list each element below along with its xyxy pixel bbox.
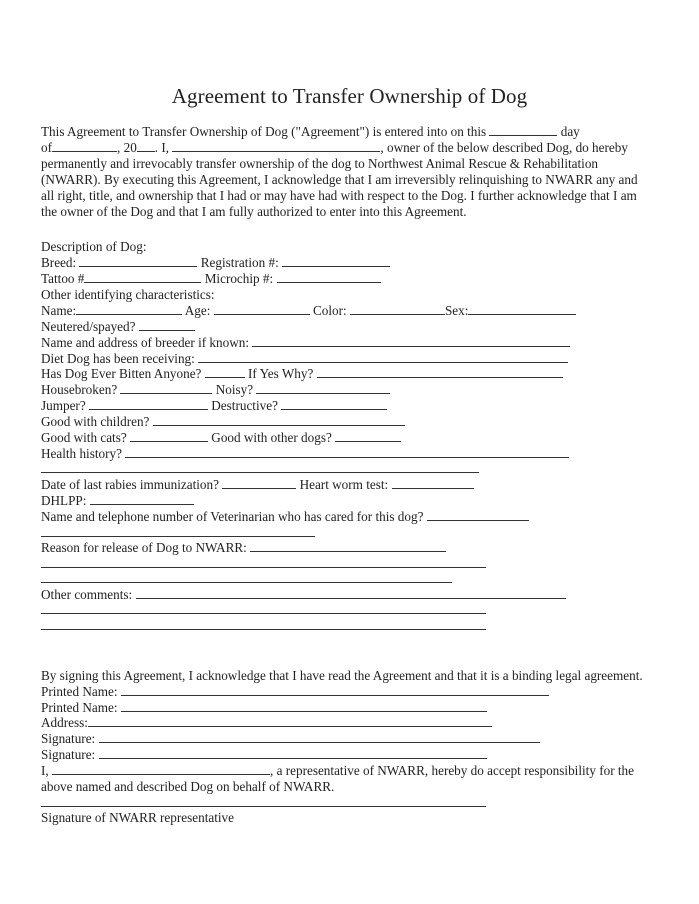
tattoo-label: Tattoo #: [41, 271, 85, 286]
health-label: Health history?: [41, 446, 122, 461]
address-label: Address:: [41, 715, 88, 730]
destructive-field[interactable]: [281, 398, 387, 410]
signature-2-field[interactable]: [99, 747, 487, 759]
destructive-label: Destructive?: [211, 398, 278, 413]
breeder-label: Name and address of breeder if known:: [41, 335, 249, 350]
rabies-field[interactable]: [222, 477, 296, 489]
dhlpp-field[interactable]: [90, 493, 194, 505]
other-characteristics: Other identifying characteristics:: [41, 287, 215, 302]
breeder-field[interactable]: [252, 335, 570, 347]
rep-signature-label: Signature of NWARR representative: [41, 810, 234, 825]
intro-line-1: [41, 124, 580, 140]
color-label: Color:: [312, 303, 347, 318]
jumper-field[interactable]: [89, 398, 208, 410]
noisy-label: Noisy?: [215, 382, 254, 397]
owner-name-field[interactable]: [172, 140, 380, 152]
signature-1-field[interactable]: [99, 731, 540, 743]
printed-name-2-row: [41, 700, 487, 716]
tattoo-row: [41, 271, 381, 287]
reason-continuation-line-2[interactable]: [41, 582, 452, 583]
heartworm-field[interactable]: [392, 477, 474, 489]
signature-2-label: Signature:: [41, 747, 96, 762]
reason-label: Reason for release of Dog to NWARR:: [41, 540, 247, 555]
signature-2-row: [41, 747, 487, 763]
intro-text: day: [560, 124, 580, 139]
day-field[interactable]: [489, 124, 557, 136]
heartworm-label: Heart worm test:: [299, 477, 389, 492]
intro-text: , owner of the below described Dog, do hereby: [380, 140, 628, 155]
description-heading: Description of Dog:: [41, 239, 147, 254]
printed-name-2-field[interactable]: [121, 700, 487, 712]
good-children-field[interactable]: [153, 414, 405, 426]
health-field[interactable]: [125, 446, 569, 458]
vet-label: Name and telephone number of Veterinarian who has cared for this dog?: [41, 509, 424, 524]
breed-row: [41, 255, 390, 271]
year-field[interactable]: [137, 140, 155, 152]
representative-name-field[interactable]: [52, 763, 270, 775]
rep-signature-line[interactable]: [41, 806, 486, 807]
good-children-label: Good with children?: [41, 414, 150, 429]
name-age-row: [41, 303, 576, 319]
housebroken-row: [41, 382, 390, 398]
intro-text: of: [41, 140, 52, 155]
address-row: [41, 715, 492, 731]
sex-label: Sex:: [444, 303, 469, 318]
month-field[interactable]: [52, 140, 117, 152]
intro-line-6: the owner of the Dog and that I am fully authorized to enter into this Agreement.: [41, 204, 467, 219]
printed-name-1-row: [41, 684, 549, 700]
dog-name-field[interactable]: [76, 303, 182, 315]
rabies-label: Date of last rabies immunization?: [41, 477, 219, 492]
intro-line-3: permanently and irrevocably transfer ownership of the dog to Northwest Animal Rescue & Rehabilitation: [41, 156, 599, 171]
intro-line-5: all right, title, and ownership that I had or may have had with respect to the Dog. I further acknowledge that I am: [41, 188, 637, 203]
jumper-row: [41, 398, 387, 414]
signature-1-label: Signature:: [41, 731, 96, 746]
dhlpp-label: DHLPP:: [41, 493, 87, 508]
rep-text: , a representative of NWARR, hereby do accept responsibility for the: [270, 763, 635, 778]
good-dogs-label: Good with other dogs?: [211, 430, 332, 445]
reason-row: [41, 540, 446, 556]
sex-field[interactable]: [468, 303, 576, 315]
good-dogs-field[interactable]: [335, 430, 401, 442]
representative-row-2: above named and described Dog on behalf of NWARR.: [41, 779, 335, 794]
microchip-label: Microchip #:: [204, 271, 274, 286]
vet-field[interactable]: [427, 509, 529, 521]
comments-row: [41, 587, 566, 603]
age-field[interactable]: [214, 303, 310, 315]
address-field[interactable]: [88, 715, 492, 727]
representative-row: [41, 763, 634, 779]
diet-field[interactable]: [198, 351, 568, 363]
jumper-label: Jumper?: [41, 398, 86, 413]
comments-field[interactable]: [136, 587, 566, 599]
comments-continuation-line-1[interactable]: [41, 613, 486, 614]
acknowledge-text: By signing this Agreement, I acknowledge that I have read the Agreement and that it is a binding legal agreement.: [41, 668, 643, 683]
neutered-row: [41, 319, 195, 335]
good-cats-field[interactable]: [130, 430, 208, 442]
housebroken-label: Housebroken?: [41, 382, 118, 397]
diet-label: Diet Dog has been receiving:: [41, 351, 195, 366]
name-label: Name:: [41, 303, 77, 318]
intro-line-2: [41, 140, 628, 156]
neutered-field[interactable]: [139, 319, 195, 331]
rep-prefix: I,: [41, 763, 49, 778]
reason-continuation-line-1[interactable]: [41, 567, 486, 568]
microchip-field[interactable]: [277, 271, 381, 283]
bitten-row: [41, 366, 563, 382]
tattoo-field[interactable]: [84, 271, 201, 283]
intro-text: This Agreement to Transfer Ownership of Dog ("Agreement") is entered into on this: [41, 124, 487, 139]
comments-label: Other comments:: [41, 587, 133, 602]
rabies-row: [41, 477, 474, 493]
intro-line-4: (NWARR). By executing this Agreement, I acknowledge that I am irreversibly relinquishing to NWARR any and: [41, 172, 638, 187]
good-children-row: [41, 414, 405, 430]
if-yes-label: If Yes Why?: [248, 366, 314, 381]
bitten-label: Has Dog Ever Bitten Anyone?: [41, 366, 202, 381]
breed-label: Breed:: [41, 255, 77, 270]
if-yes-field[interactable]: [317, 366, 563, 378]
health-row: [41, 446, 569, 462]
page-title: Agreement to Transfer Ownership of Dog: [171, 84, 528, 108]
intro-text: . I,: [154, 140, 170, 155]
dhlpp-row: [41, 493, 194, 509]
signature-1-row: [41, 731, 540, 747]
registration-label: Registration #:: [200, 255, 279, 270]
color-field[interactable]: [350, 303, 445, 315]
health-continuation-line[interactable]: [41, 472, 479, 473]
neutered-label: Neutered/spayed?: [41, 319, 136, 334]
printed-name-1-field[interactable]: [121, 684, 549, 696]
registration-field[interactable]: [282, 255, 390, 267]
comments-continuation-line-2[interactable]: [41, 629, 486, 630]
breed-field[interactable]: [79, 255, 197, 267]
reason-field[interactable]: [250, 540, 446, 552]
age-label: Age:: [184, 303, 211, 318]
good-cats-label: Good with cats?: [41, 430, 127, 445]
vet-continuation-line[interactable]: [41, 536, 315, 537]
breeder-row: [41, 335, 570, 351]
intro-text: , 20: [117, 140, 137, 155]
diet-row: [41, 351, 568, 367]
good-cats-row: [41, 430, 401, 446]
bitten-field[interactable]: [205, 366, 245, 378]
noisy-field[interactable]: [256, 382, 390, 394]
printed-name-2-label: Printed Name:: [41, 700, 118, 715]
vet-row: [41, 509, 529, 525]
printed-name-1-label: Printed Name:: [41, 684, 118, 699]
housebroken-field[interactable]: [120, 382, 212, 394]
